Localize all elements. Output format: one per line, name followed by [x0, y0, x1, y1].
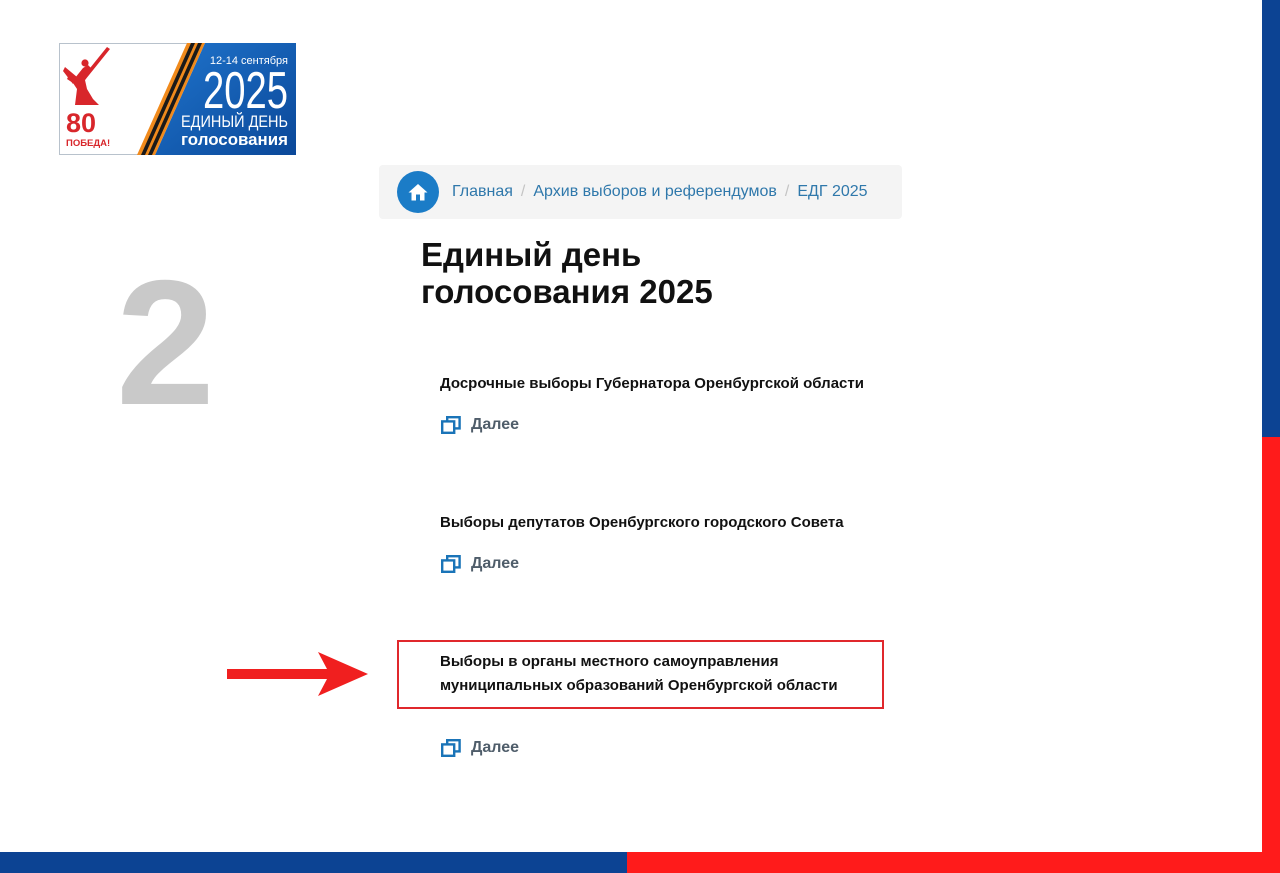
logo-year: 2025 — [203, 62, 288, 120]
more-link[interactable] — [441, 738, 519, 758]
step-number: 2 — [116, 243, 215, 442]
logo-badge-number: 80 — [66, 108, 97, 138]
breadcrumb-item-home[interactable]: Главная — [452, 183, 513, 200]
more-label: Далее — [471, 416, 520, 433]
more-link[interactable] — [441, 554, 519, 574]
logo-line-1: ЕДИНЫЙ ДЕНЬ — [181, 112, 288, 131]
breadcrumb-separator: / — [520, 183, 526, 200]
page-title-line: голосования 2025 — [421, 273, 713, 310]
election-title-line: Выборы в органы местного самоуправления — [440, 653, 779, 670]
highlighted-election — [397, 640, 884, 709]
breadcrumb — [379, 165, 902, 219]
breadcrumb-item-archive[interactable]: Архив выборов и референдумов — [533, 183, 777, 200]
copy-icon — [441, 416, 461, 434]
election-title: Выборы депутатов Оренбургского городского Совета — [440, 514, 844, 531]
bottom-frame-bar-red — [627, 852, 1280, 873]
election-title-line: муниципальных образований Оренбургской области — [440, 677, 838, 694]
right-frame-bar-red — [1262, 437, 1280, 873]
election-title: Досрочные выборы Губернатора Оренбургской области — [440, 375, 864, 392]
more-label: Далее — [471, 739, 520, 756]
home-button[interactable] — [397, 171, 439, 213]
logo-badge-text: ПОБЕДА! — [66, 138, 111, 149]
logo-dates: 12-14 сентября — [209, 55, 288, 67]
right-frame-bar-blue — [1262, 0, 1280, 437]
copy-icon — [441, 555, 461, 573]
home-icon — [408, 183, 428, 201]
more-label: Далее — [471, 555, 520, 572]
more-link[interactable] — [441, 415, 519, 435]
page-title — [421, 236, 713, 310]
election-title — [440, 650, 882, 698]
bottom-frame-bar-blue — [0, 852, 627, 873]
election-day-logo — [59, 43, 296, 155]
page-title-line: Единый день — [421, 236, 642, 273]
breadcrumb-item-current[interactable]: ЕДГ 2025 — [797, 183, 868, 200]
logo-line-2: голосования — [181, 130, 288, 149]
arrow-right-icon — [227, 650, 369, 698]
breadcrumb-separator: / — [784, 183, 790, 200]
copy-icon — [441, 739, 461, 757]
